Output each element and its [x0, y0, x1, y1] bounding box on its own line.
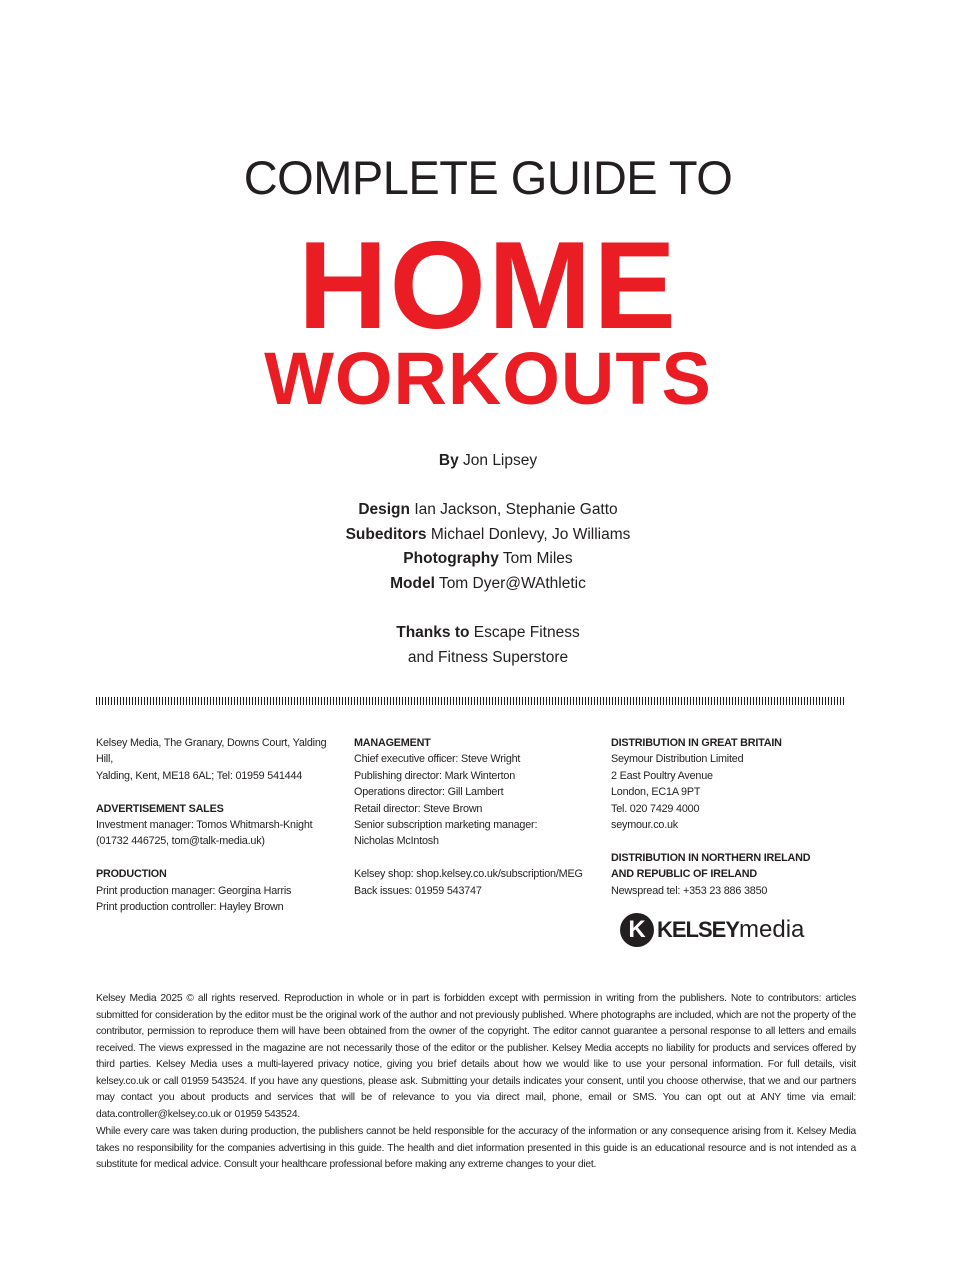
divider-rule [96, 697, 845, 705]
management-line: Nicholas McIntosh [354, 835, 439, 848]
distribution-ni-heading: AND REPUBLIC OF IRELAND [611, 868, 757, 881]
management-line: Operations director: Gill Lambert [354, 786, 504, 799]
logo-word-kelsey: KELSEY [657, 917, 740, 942]
credit-subeditors-value: Michael Donlevy, Jo Williams [430, 526, 631, 543]
title-workouts: WORKOUTS [264, 337, 712, 420]
kelsey-shop-line: Kelsey shop: shop.kelsey.co.uk/subscription/MEG [354, 868, 583, 881]
credit-model-value: Tom Dyer@WAthletic [438, 575, 586, 592]
production-line: Print production controller: Hayley Brown [96, 901, 284, 914]
kelsey-media-logo [620, 910, 804, 950]
ad-sales-line: (01732 446725, tom@talk-media.uk) [96, 835, 265, 848]
distribution-gb-line: 2 East Poultry Avenue [611, 769, 713, 782]
credit-model-label: Model [390, 575, 435, 592]
kelsey-k-icon: K [620, 913, 654, 947]
credit-thanks-label: Thanks to [396, 624, 470, 641]
credit-by-label: By [438, 452, 459, 469]
production-line: Print production manager: Georgina Harris [96, 884, 292, 897]
credit-model [0, 571, 976, 596]
address-line: Kelsey Media, The Granary, Downs Court, Yalding Hill, [96, 737, 327, 766]
credit-design-label: Design [358, 501, 410, 518]
credit-subeditors [0, 522, 976, 547]
distribution-gb-line: Seymour Distribution Limited [611, 753, 744, 766]
credit-design [0, 497, 976, 522]
legal-copyright-paragraph: Kelsey Media 2025 © all rights reserved. Reproduction in whole or in part is forbidden except with permission in writing from the publishers. Note to contributors: articles submitted for consideration by the editor must be the original work of the author and not previously published. Where photographs are included, which are not the property of the contributor, permission to reproduce them will have been obtained from the owner of the copyright. The editor cannot guarantee a personal response to all letters and emails received. The views expressed in the magazine are not necessarily those of the editor or the publisher. Kelsey Media accepts no liability for products and services offered by third parties. Kelsey Media uses a multi-layered privacy notice, giving you brief details about how we would like to use your personal information. For full details, visit kelsey.co.uk or call 01959 543524. If you have any questions, please ask. Submitting your details indicates your consent, until you choose otherwise, that we and our partners may contact you about products and services that will be of relevance to you via direct mail, phone, email or SMS. You can opt out at ANY time via email: data.controller@kelsey.co.uk or 01959 543524. [96, 993, 856, 1120]
distribution-gb-line: Tel. 020 7429 4000 [611, 802, 700, 815]
management-line: Retail director: Steve Brown [354, 802, 483, 815]
title-home: HOME [298, 217, 678, 355]
management-heading: MANAGEMENT [354, 737, 431, 749]
distribution-gb-line: seymour.co.uk [611, 819, 679, 832]
distribution-ni-heading: DISTRIBUTION IN NORTHERN IRELAND [611, 851, 811, 864]
credit-thanks-value: Escape Fitness [473, 624, 580, 641]
credit-thanks [0, 620, 976, 645]
column-distribution [611, 735, 851, 899]
credit-subeditors-label: Subeditors [345, 526, 427, 543]
credit-photography-label: Photography [403, 550, 499, 567]
logo-word-media: media [739, 916, 805, 943]
management-line: Senior subscription marketing manager: [354, 819, 538, 832]
credit-design-value: Ian Jackson, Stephanie Gatto [414, 501, 618, 518]
column-publisher [96, 735, 336, 915]
credit-photography-value: Tom Miles [502, 550, 573, 567]
credit-photography [0, 546, 976, 571]
production-heading: PRODUCTION [96, 868, 167, 881]
legal-disclaimer-paragraph: While every care was taken during production, the publishers cannot be held responsible for the accuracy of the information or any consequence arising from it. Kelsey Media takes no responsibility for the companies advertising in this guide. The health and diet information presented in this guide is an educational resource and is not intended as a substitute for medical advice. Consult your healthcare professional before making any extreme changes to your diet. [96, 1126, 856, 1170]
ad-sales-heading: ADVERTISEMENT SALES [96, 802, 224, 815]
distribution-ni-line: Newspread tel: +353 23 886 3850 [611, 884, 768, 897]
credit-by-value: Jon Lipsey [463, 452, 538, 469]
distribution-gb-line: London, EC1A 9PT [611, 786, 701, 799]
back-issues-line: Back issues: 01959 543747 [354, 884, 482, 897]
address-line: Yalding, Kent, ME18 6AL; Tel: 01959 541444 [96, 769, 303, 782]
column-management [354, 735, 594, 899]
credit-thanks-line2: and Fitness Superstore [407, 649, 569, 666]
ad-sales-line: Investment manager: Tomos Whitmarsh-Knight [96, 819, 313, 832]
management-line: Publishing director: Mark Winterton [354, 769, 516, 782]
management-line: Chief executive officer: Steve Wright [354, 753, 521, 766]
distribution-gb-heading: DISTRIBUTION IN GREAT BRITAIN [611, 737, 782, 749]
title-complete-guide: COMPLETE GUIDE TO [243, 151, 733, 204]
credit-by [0, 448, 976, 473]
